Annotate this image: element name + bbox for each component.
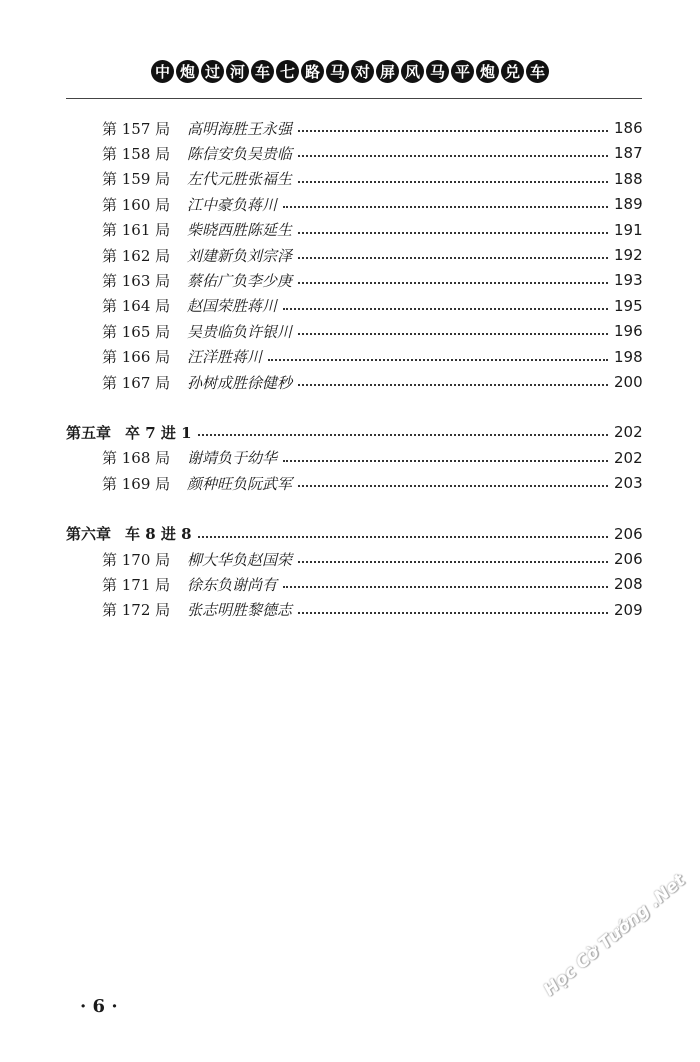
toc-game-row[interactable] (102, 167, 642, 191)
page-ref: 202 (614, 423, 643, 442)
game-number: 第 157 局 (102, 119, 171, 138)
game-title: 汪洋胜蒋川 (187, 348, 263, 367)
title-char: 风 (401, 60, 424, 83)
dot-leader (268, 359, 608, 361)
chapter-title: 车 8 进 8 (125, 525, 192, 544)
game-title: 柴晓西胜陈延生 (187, 221, 293, 240)
page-ref: 196 (614, 322, 643, 341)
page-ref: 198 (614, 347, 643, 366)
toc-chapter-row[interactable] (66, 522, 642, 546)
game-number: 第 159 局 (102, 170, 171, 189)
game-title: 刘建新负刘宗泽 (187, 246, 293, 265)
game-number: 第 171 局 (102, 575, 171, 594)
toc-game-row[interactable] (102, 370, 642, 394)
page-ref: 191 (614, 220, 643, 239)
dot-leader (298, 561, 608, 563)
toc-game-row[interactable] (102, 598, 642, 622)
dot-leader (298, 257, 608, 259)
page-ref: 186 (614, 119, 643, 137)
game-number: 第 166 局 (102, 348, 171, 367)
toc-game-row[interactable] (102, 218, 642, 242)
game-number: 第 168 局 (102, 449, 171, 468)
dot-leader (298, 612, 608, 614)
dot-leader (298, 232, 608, 234)
page-ref: 208 (614, 575, 643, 594)
toc-game-row[interactable] (102, 471, 642, 495)
running-header (0, 60, 700, 83)
game-title: 谢靖负于幼华 (187, 449, 278, 468)
game-number: 第 160 局 (102, 195, 171, 214)
page-ref: 209 (614, 600, 643, 619)
dot-leader (298, 155, 608, 157)
dot-leader (298, 333, 608, 335)
toc-game-row[interactable] (102, 572, 642, 596)
dot-leader (283, 206, 608, 208)
game-number: 第 165 局 (102, 322, 171, 341)
dot-leader (198, 536, 608, 538)
game-number: 第 169 局 (102, 474, 171, 493)
game-number: 第 170 局 (102, 550, 171, 569)
header-rule (66, 98, 642, 99)
dot-leader (298, 282, 608, 284)
dot-leader (283, 586, 608, 588)
title-char: 车 (251, 60, 274, 83)
page-number: · 6 · (80, 996, 118, 1017)
toc-chapter-row[interactable] (66, 420, 642, 444)
title-char: 马 (426, 60, 449, 83)
title-char: 炮 (176, 60, 199, 83)
page-ref: 203 (614, 474, 643, 493)
game-title: 蔡佑广负李少庚 (187, 271, 293, 290)
title-char: 炮 (476, 60, 499, 83)
game-title: 吴贵临负许银川 (187, 322, 293, 341)
toc-game-row[interactable] (102, 319, 642, 343)
toc-game-row[interactable] (102, 243, 642, 267)
toc-game-row[interactable] (102, 547, 642, 571)
title-char: 过 (201, 60, 224, 83)
page-ref: 200 (614, 373, 643, 391)
title-char: 七 (276, 60, 299, 83)
dot-leader (198, 434, 608, 436)
game-title: 左代元胜张福生 (187, 170, 293, 189)
dot-leader (298, 384, 608, 386)
toc-game-row[interactable] (102, 268, 642, 292)
game-title: 徐东负谢尚有 (187, 575, 278, 594)
dot-leader (298, 485, 608, 487)
game-title: 赵国荣胜蒋川 (187, 297, 278, 316)
game-title: 张志明胜黎德志 (187, 601, 293, 620)
page-ref: 187 (614, 144, 643, 163)
title-char: 平 (451, 60, 474, 83)
page-ref: 195 (614, 296, 643, 315)
watermark-text: Học Cờ Tướng .Net (540, 870, 690, 1001)
book-title (151, 60, 549, 83)
title-char: 中 (151, 60, 174, 83)
title-char: 路 (301, 60, 324, 83)
game-number: 第 163 局 (102, 271, 171, 290)
title-char: 河 (226, 60, 249, 83)
page-ref: 189 (614, 195, 643, 214)
dot-leader (298, 130, 608, 132)
title-char: 屏 (376, 60, 399, 83)
page-ref: 206 (614, 524, 643, 543)
game-number: 第 161 局 (102, 221, 171, 240)
game-title: 孙树成胜徐健秒 (187, 373, 293, 392)
game-title: 高明海胜王永强 (187, 119, 293, 138)
game-title: 颜种旺负阮武军 (187, 474, 293, 493)
game-number: 第 172 局 (102, 601, 171, 620)
toc-game-row[interactable] (102, 141, 642, 165)
game-number: 第 158 局 (102, 144, 171, 163)
dot-leader (283, 460, 608, 462)
page-ref: 202 (614, 448, 643, 467)
title-char: 车 (526, 60, 549, 83)
page-ref: 192 (614, 246, 643, 264)
dot-leader (298, 181, 608, 183)
toc-game-row[interactable] (102, 116, 642, 140)
title-char: 兑 (501, 60, 524, 83)
game-number: 第 162 局 (102, 246, 171, 265)
toc-game-row[interactable] (102, 446, 642, 470)
game-number: 第 164 局 (102, 297, 171, 316)
dot-leader (283, 308, 608, 310)
game-title: 柳大华负赵国荣 (187, 550, 293, 569)
page-ref: 188 (614, 169, 643, 188)
chapter-title: 卒 7 进 1 (125, 423, 192, 442)
toc-game-row[interactable] (102, 294, 642, 318)
game-title: 陈信安负吴贵临 (187, 144, 293, 163)
game-number: 第 167 局 (102, 373, 171, 392)
toc-game-row[interactable] (102, 345, 642, 369)
title-char: 对 (351, 60, 374, 83)
chapter-label: 第五章 (66, 423, 112, 442)
chapter-label: 第六章 (66, 525, 112, 544)
toc-game-row[interactable] (102, 192, 642, 216)
page-ref: 206 (614, 550, 643, 568)
title-char: 马 (326, 60, 349, 83)
game-title: 江中豪负蒋川 (187, 195, 278, 214)
page-ref: 193 (614, 271, 643, 290)
